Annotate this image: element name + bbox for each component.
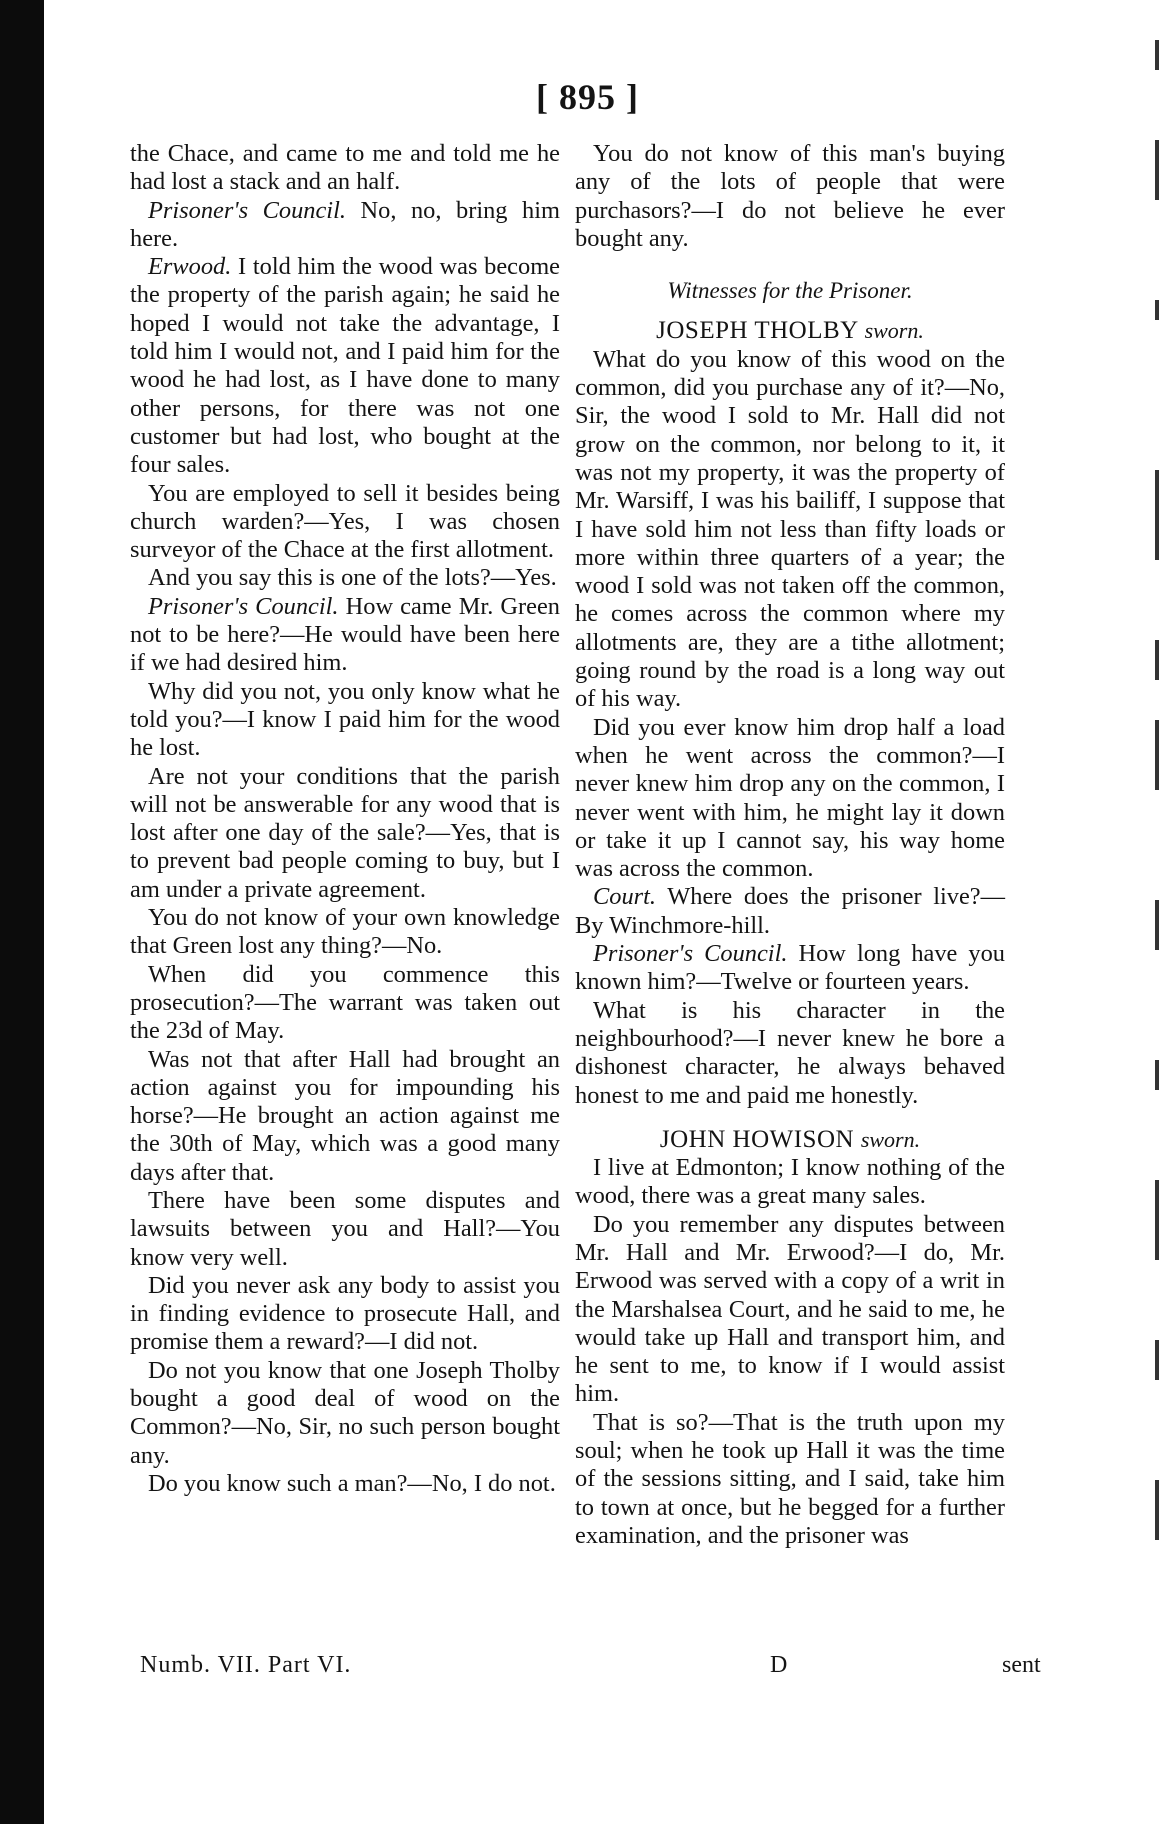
paragraph-text: You do not know of this man's buying any of the lots of people that were purchasors?—I do not believe he ever bought any. [575, 140, 1005, 252]
edge-speck [1155, 1060, 1159, 1090]
book-binding-edge [0, 0, 44, 1824]
paragraph [130, 1272, 560, 1357]
speaker-label: Prisoner's Council. [148, 196, 346, 224]
sworn-label: sworn. [860, 1126, 921, 1152]
paragraph-text: the Chace, and came to me and told me he had lost a stack and an half. [130, 140, 560, 196]
edge-speck [1155, 1480, 1159, 1540]
left-column [130, 140, 560, 1498]
paragraph [130, 678, 560, 763]
speaker-label: Prisoner's Council. [593, 940, 788, 968]
paragraph-text: Did you never ask any body to assist you in finding evidence to prosecute Hall, and promise them a reward?—I did not. [130, 1271, 560, 1356]
edge-speck [1155, 300, 1159, 320]
speaker-label: Erwood. [148, 253, 232, 281]
paragraph-text: And you say this is one of the lots?—Yes. [148, 564, 557, 592]
paragraph-text: Do you know such a man?—No, I do not. [148, 1469, 556, 1497]
paragraph [130, 593, 560, 678]
right-intro [575, 140, 1005, 253]
paragraph [575, 940, 1005, 997]
signature-footer: Numb. VII. Part VI. [140, 1652, 352, 1678]
paragraph [575, 346, 1005, 714]
paragraph [130, 564, 560, 592]
paragraph [130, 904, 560, 961]
paragraph [130, 763, 560, 904]
edge-speck [1155, 470, 1159, 560]
page-edge-marks [1147, 0, 1169, 1824]
paragraph [130, 1357, 560, 1470]
sworn-label: sworn. [864, 318, 924, 344]
page-number: [ 895 ] [536, 77, 639, 117]
paragraph-text: When did you commence this prosecution?—The warrant was taken out the 23d of May. [130, 960, 560, 1045]
signature-mark: D [770, 1652, 788, 1678]
paragraph-text: What do you know of this wood on the common, did you purchase any of it?—No, Sir, the wood I sold to Mr. Hall did not grow on the common, nor belong to it, it was not my property, it was the property of Mr. Warsiff, I was his bailiff, I suppose that I have sold him not less than fifty loads or more within three quarters of a year; the wood I sold was not taken off the common, he comes across the common where my allotments are, they are a tithe allotment; going round by the road is a long way out of his way. [575, 345, 1005, 713]
edge-speck [1155, 640, 1159, 680]
paragraph-text: No, no, bring him here. [130, 196, 560, 252]
witness-name: JOHN HOWISON [659, 1125, 855, 1153]
paragraph-text: What is his character in the neighbourhood?—I never knew he bore a dishonest character, he always behaved honest to me and paid me honestly. [575, 996, 1005, 1109]
paragraph-text: I told him the wood was become the property of the parish again; he said he hoped I would not take the advantage, I told him I would not, and I paid him for the wood he had lost, as I have done to many other persons, for there was not one customer but had lost, who bought at the four sales. [130, 253, 560, 479]
paragraph [130, 140, 560, 197]
paragraph [575, 140, 1005, 253]
paragraph [130, 1046, 560, 1187]
paragraph-text: Are not your conditions that the parish will not be answerable for any wood that is lost after one day of the sale?—Yes, that is to prevent bad people coming to buy, but I am under a private agreement. [130, 762, 560, 903]
paragraph [130, 1187, 560, 1272]
witness-name: JOSEPH THOLBY [656, 317, 858, 345]
catchword: sent [1002, 1652, 1041, 1678]
paragraph [575, 714, 1005, 884]
paragraph [575, 883, 1005, 940]
paragraph-text: You are employed to sell it besides being church warden?—Yes, I was chosen surveyor of the Chace at the first allotment. [130, 479, 560, 564]
witness-heading-tholby [575, 317, 1005, 345]
paragraph-text: There have been some disputes and lawsuits between you and Hall?—You know very well. [130, 1186, 560, 1271]
paragraph-text: I live at Edmonton; I know nothing of the wood, there was a great many sales. [575, 1154, 1005, 1210]
edge-speck [1155, 720, 1159, 790]
edge-speck [1155, 1180, 1159, 1260]
paragraph [130, 197, 560, 254]
paragraph-text: Where does the prisoner live?—By Winchmore-hill. [575, 883, 1005, 939]
speaker-label: Court. [593, 883, 657, 911]
witness2-testimony [575, 1154, 1005, 1550]
right-column [575, 140, 1005, 1550]
witness1-testimony [575, 346, 1005, 1110]
paragraph-text: You do not know of your own knowledge that Green lost any thing?—No. [130, 904, 560, 960]
speaker-label: Prisoner's Council. [148, 592, 339, 620]
paragraph [575, 1409, 1005, 1550]
paragraph [575, 997, 1005, 1110]
paragraph [130, 480, 560, 565]
paragraph-text: Was not that after Hall had brought an action against you for impounding his horse?—He brought an action against me the 30th of May, which was a good many days after that. [130, 1045, 560, 1186]
paragraph [130, 961, 560, 1046]
paragraph-text: Do not you know that one Joseph Tholby bought a good deal of wood on the Common?—No, Sir, no such person bought any. [130, 1356, 560, 1469]
paragraph [575, 1154, 1005, 1211]
edge-speck [1155, 900, 1159, 950]
paragraph [575, 1211, 1005, 1409]
paragraph-text: Do you remember any disputes between Mr. Hall and Mr. Erwood?—I do, Mr. Erwood was served with a copy of a writ in the Marshalsea Court, and he said to me, he would take up Hall and transport him, and he sent to me, to know if I would assist him. [575, 1210, 1005, 1408]
paragraph-text: How came Mr. Green not to be here?—He would have been here if we had desired him. [130, 592, 560, 677]
paragraph-text: Did you ever know him drop half a load when he went across the common?—I never knew him drop any on the common, I never went with him, he might lay it down or take it up I cannot say, his way home was across the common. [575, 713, 1005, 883]
edge-speck [1155, 40, 1159, 70]
section-heading: Witnesses for the Prisoner. [667, 278, 913, 304]
edge-speck [1155, 140, 1159, 200]
paragraph [130, 1470, 560, 1498]
edge-speck [1155, 1340, 1159, 1380]
paragraph-text: How long have you known him?—Twelve or fourteen years. [575, 940, 1005, 996]
witness-heading-howison [575, 1126, 1005, 1154]
paragraph [130, 253, 560, 479]
paragraph-text: Why did you not, you only know what he told you?—I know I paid him for the wood he lost. [130, 677, 560, 762]
paragraph-text: That is so?—That is the truth upon my soul; when he took up Hall it was the time of the sessions sitting, and I said, take him to town at once, but he begged for a further examination, and the prisoner was [575, 1408, 1005, 1549]
